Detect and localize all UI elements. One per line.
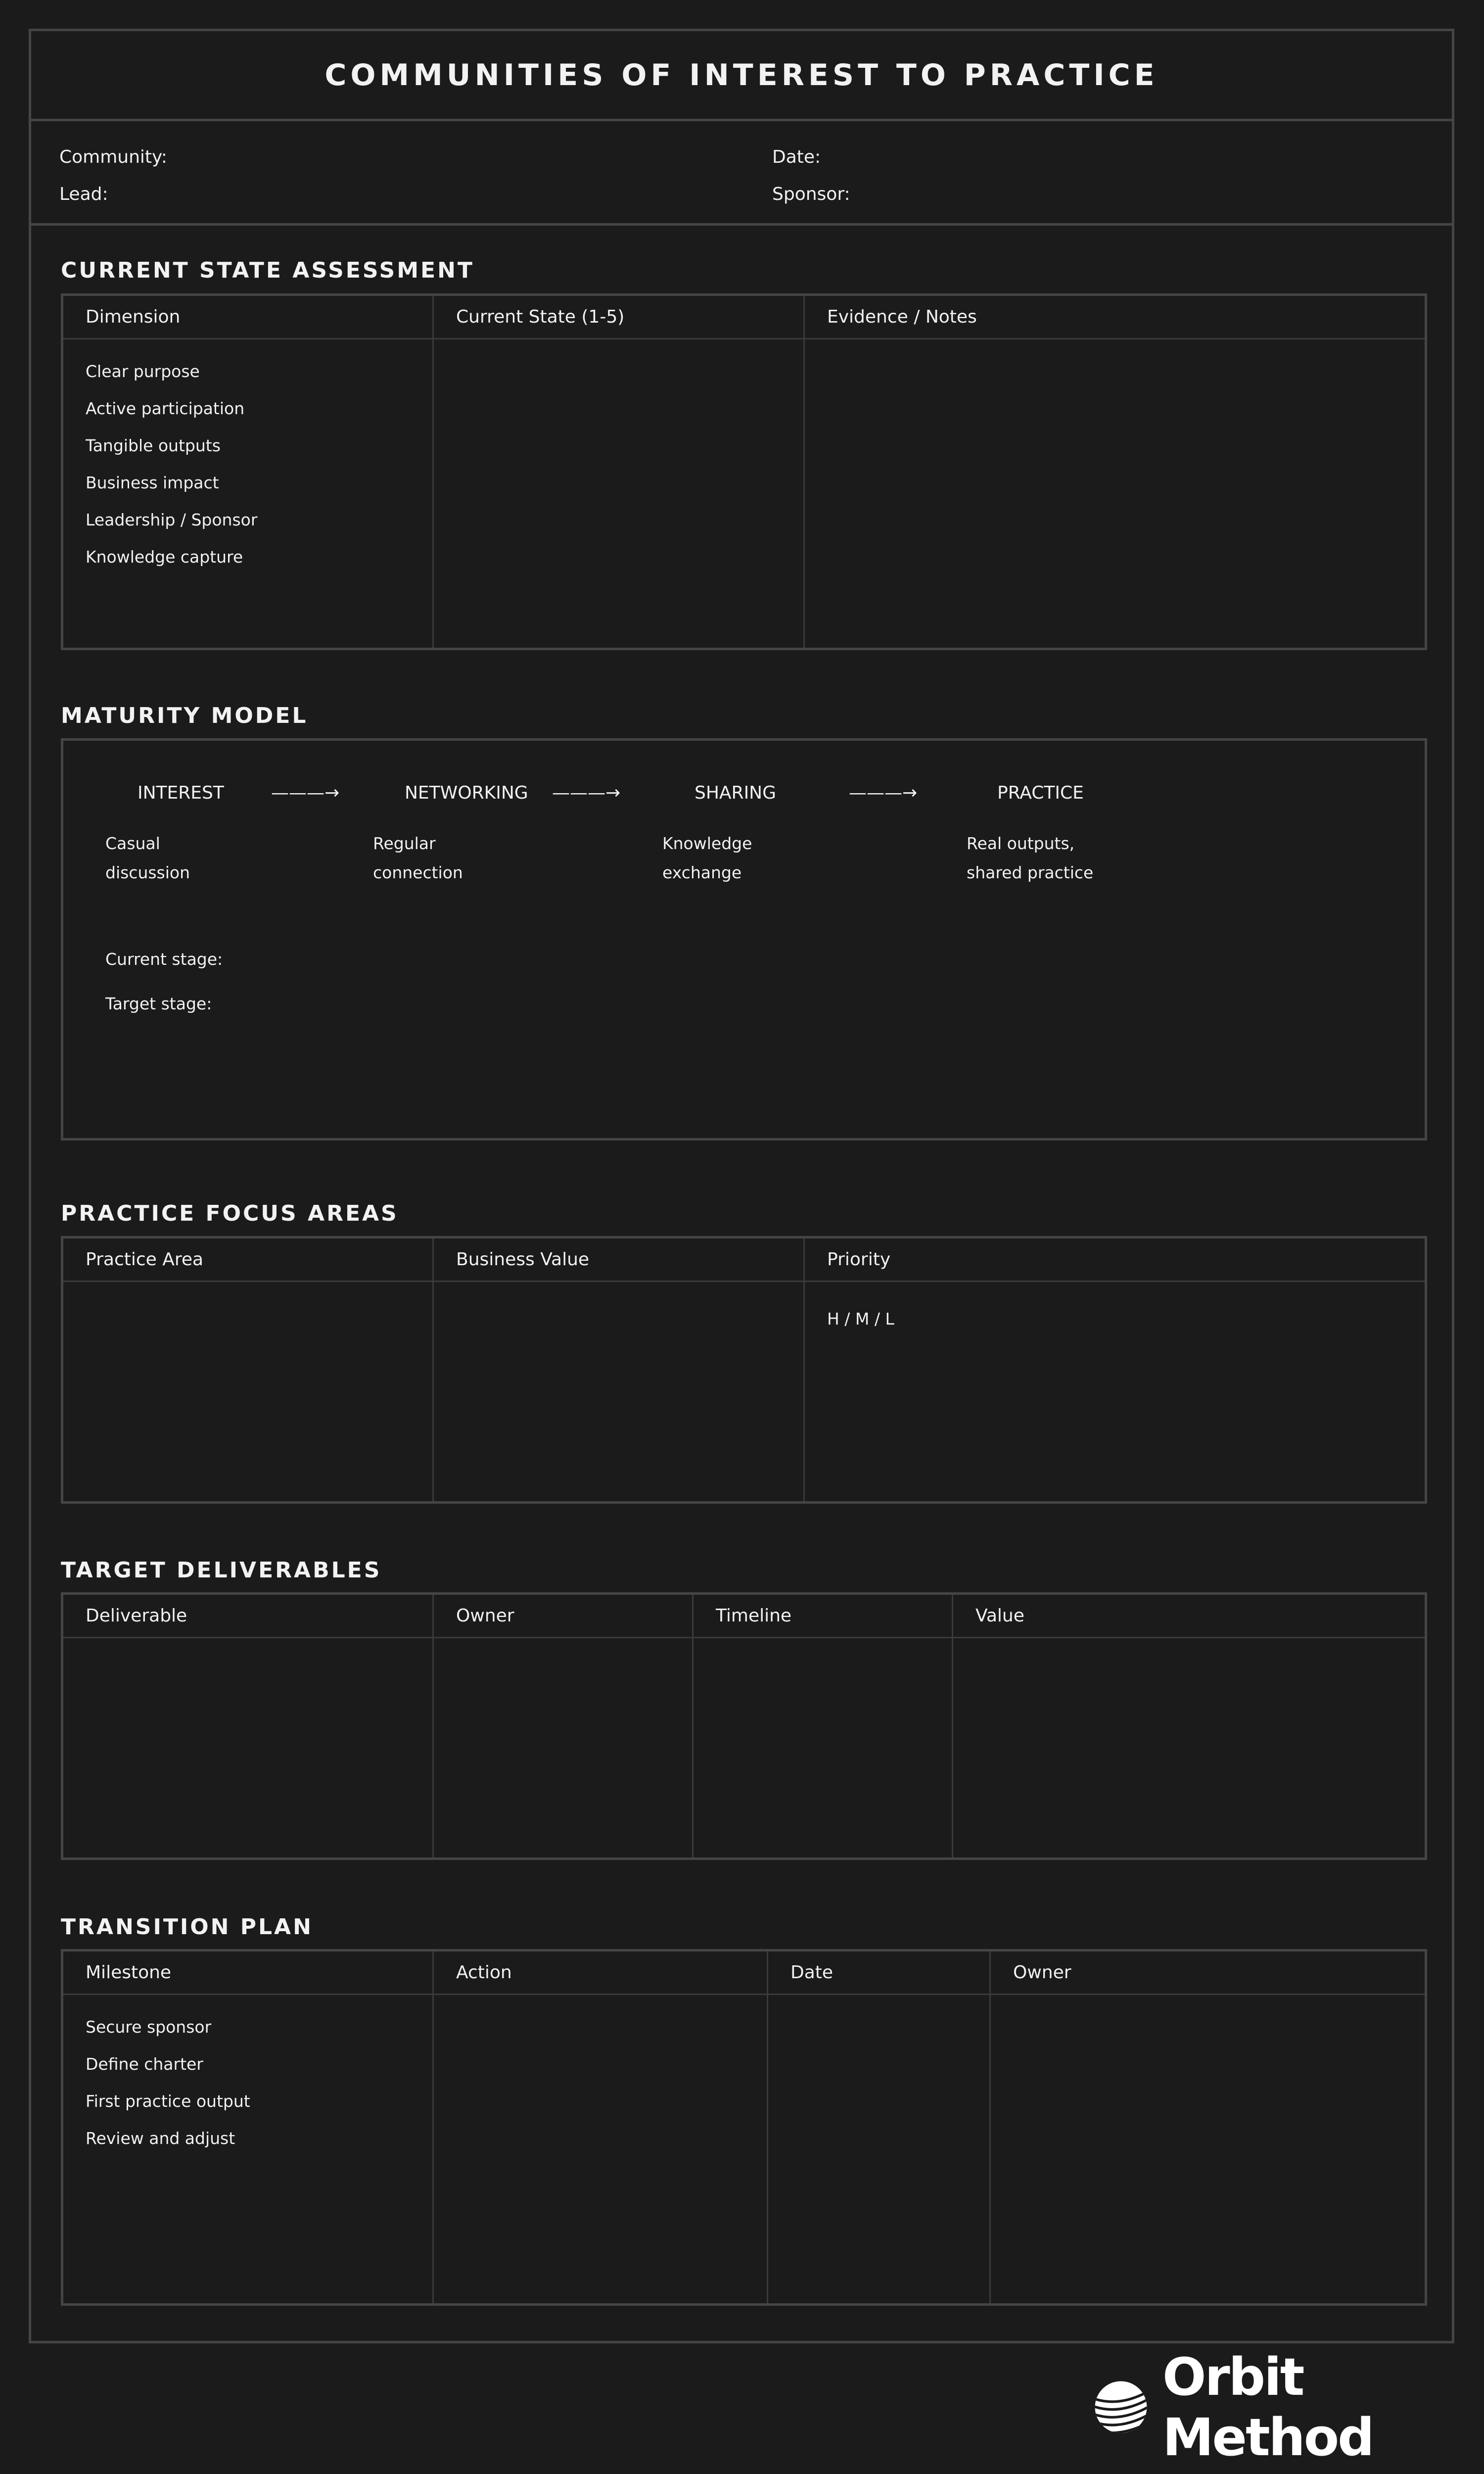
list-item: Leadership / Sponsor [86,510,258,529]
maturity-model-box [61,738,1427,1141]
arrow-icon: ———→ [849,783,918,803]
deliverables-title: TARGET DELIVERABLES [61,1558,382,1583]
col-header-timeline: Timeline [693,1594,953,1638]
list-item: Define charter [86,2054,203,2074]
brand-logo [1093,2347,1484,2468]
col-header-evidence: Evidence / Notes [804,295,1426,339]
list-item: Knowledge capture [86,547,243,567]
col-header-deliverable: Deliverable [62,1594,433,1638]
dimension-list [62,339,433,649]
owner-cell[interactable] [990,1995,1426,2305]
col-header-dimension: Dimension [62,295,433,339]
deliverable-cell[interactable] [62,1638,433,1859]
lead-label: Lead: [59,184,108,204]
list-item: Active participation [86,399,245,418]
milestone-list [62,1995,433,2305]
current-state-table [61,293,1427,650]
transition-plan-title: TRANSITION PLAN [61,1914,313,1940]
list-item: First practice output [86,2092,250,2111]
date-cell[interactable] [768,1995,990,2305]
col-header-owner: Owner [433,1594,693,1638]
action-cell[interactable] [433,1995,768,2305]
stage-interest: INTEREST [138,783,224,803]
stage-networking: NETWORKING [405,783,528,803]
focus-areas-table [61,1236,1427,1504]
worksheet-frame [29,29,1454,2343]
col-header-practice-area: Practice Area [62,1237,433,1282]
orbit-sphere-icon [1093,2376,1149,2439]
col-header-action: Action [433,1951,768,1995]
evidence-cell[interactable] [804,339,1426,649]
deliverables-table [61,1592,1427,1860]
stage-description-interest: Casual discussion [105,834,190,882]
stage-description-practice: Real outputs, shared practice [967,834,1094,882]
current-state-title: CURRENT STATE ASSESSMENT [61,258,474,283]
list-item: Business impact [86,473,219,492]
stage-description-networking: Regular connection [373,834,463,882]
priority-cell[interactable] [804,1282,1426,1503]
list-item: Clear purpose [86,362,200,381]
stage-sharing: SHARING [695,783,777,803]
page-title: COMMUNITIES OF INTEREST TO PRACTICE [325,57,1159,93]
arrow-icon: ———→ [271,783,340,803]
list-item: Secure sponsor [86,2017,212,2037]
col-header-current-state: Current State (1-5) [433,295,804,339]
col-header-priority: Priority [804,1237,1426,1282]
sponsor-label: Sponsor: [772,184,850,204]
business-value-cell[interactable] [433,1282,804,1503]
col-header-owner: Owner [990,1951,1426,1995]
timeline-cell[interactable] [693,1638,953,1859]
date-label: Date: [772,147,821,167]
community-label: Community: [59,147,167,167]
stage-description-sharing: Knowledge exchange [662,834,752,882]
list-item: Review and adjust [86,2129,235,2148]
practice-area-cell[interactable] [62,1282,433,1503]
col-header-date: Date [768,1951,990,1995]
current-state-cell[interactable] [433,339,804,649]
target-stage-label: Target stage: [105,994,212,1013]
maturity-model-title: MATURITY MODEL [61,703,308,728]
priority-hint: H / M / L [827,1309,894,1329]
arrow-icon: ———→ [552,783,621,803]
stage-practice: PRACTICE [997,783,1084,803]
transition-plan-table [61,1949,1427,2306]
owner-cell[interactable] [433,1638,693,1859]
col-header-business-value: Business Value [433,1237,804,1282]
meta-fields [31,121,1452,226]
brand-name: Orbit Method [1162,2347,1373,2468]
value-cell[interactable] [953,1638,1426,1859]
col-header-value: Value [953,1594,1426,1638]
list-item: Tangible outputs [86,436,221,455]
current-stage-label: Current stage: [105,950,223,969]
title-bar [31,31,1452,121]
focus-areas-title: PRACTICE FOCUS AREAS [61,1201,399,1226]
col-header-milestone: Milestone [62,1951,433,1995]
